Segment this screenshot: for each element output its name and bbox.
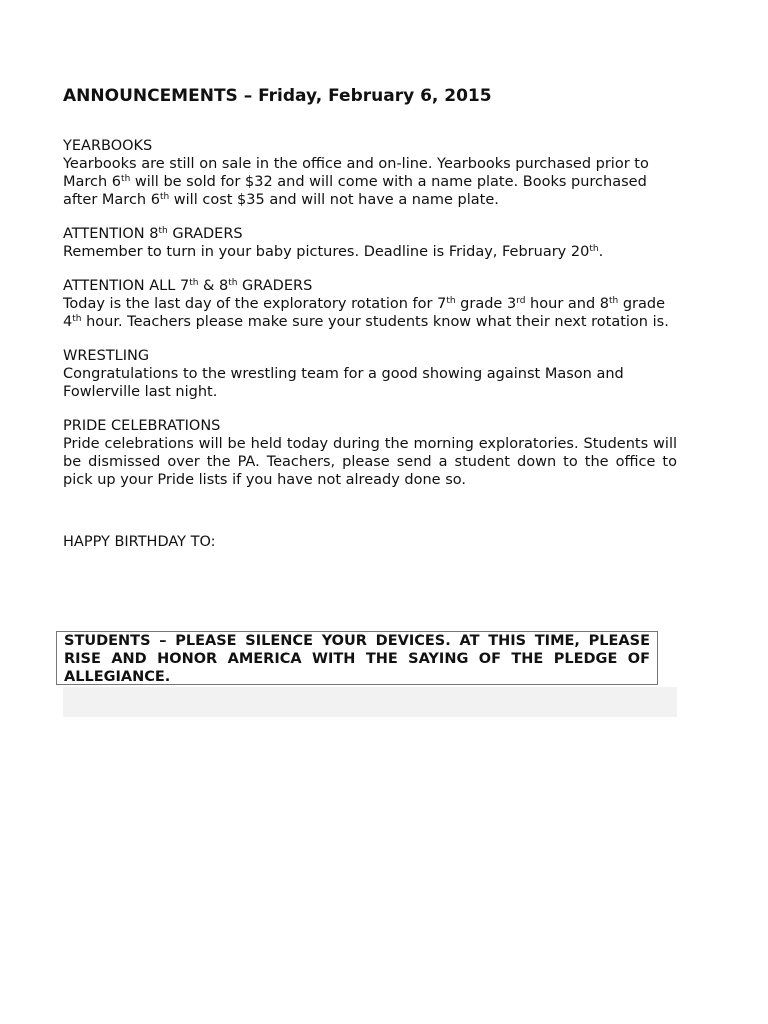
all-heading-a: ATTENTION ALL 7 xyxy=(63,278,190,294)
section-pride xyxy=(63,417,677,489)
eighth-text-1: Remember to turn in your baby pictures. Deadline is Friday, February 20 xyxy=(63,244,590,260)
section-heading-pride: PRIDE CELEBRATIONS xyxy=(63,418,221,434)
all-sup-1: th xyxy=(446,296,456,306)
all-heading-c: GRADERS xyxy=(237,278,313,294)
all-heading-sup-2: th xyxy=(228,278,238,288)
all-text-5: hour. Teachers please make sure your students know what their next rotation is. xyxy=(81,314,669,330)
eighth-sup-1: th xyxy=(589,244,599,254)
yearbooks-text-1: Yearbooks are still on sale in the office and on-line. Yearbooks purchased prior to March 6 xyxy=(63,156,649,190)
pledge-notice-box xyxy=(56,631,658,685)
all-sup-3: th xyxy=(609,296,619,306)
eighth-heading-b: GRADERS xyxy=(167,226,243,242)
section-heading-wrestling: WRESTLING xyxy=(63,348,150,364)
all-heading-b: & 8 xyxy=(198,278,229,294)
section-heading-eighth-graders xyxy=(63,225,677,243)
section-heading-all-graders xyxy=(63,277,677,295)
section-body-yearbooks xyxy=(63,155,677,209)
section-body-wrestling: Congratulations to the wrestling team for a good showing against Mason and Fowlerville last night. xyxy=(63,366,624,400)
all-sup-4: th xyxy=(72,314,82,324)
section-body-all-graders xyxy=(63,295,677,331)
section-all-graders xyxy=(63,277,677,331)
section-body-pride: Pride celebrations will be held today during the morning exploratories. Students will be dismissed over the PA. Teachers, please send a student down to the office to pick up your Pride lists if you have not already done so. xyxy=(63,436,677,488)
all-sup-2: rd xyxy=(516,296,526,306)
eighth-heading-sup: th xyxy=(158,226,168,236)
yearbooks-sup-1: th xyxy=(121,174,131,184)
eighth-text-2: . xyxy=(598,244,604,260)
birthday-heading: HAPPY BIRTHDAY TO: xyxy=(63,534,216,550)
section-wrestling xyxy=(63,347,677,401)
all-text-1: Today is the last day of the exploratory rotation for 7 xyxy=(63,296,447,312)
yearbooks-text-2: will be sold for $32 and will come with a name plate. Books purchased after March 6 xyxy=(63,174,647,208)
section-heading-yearbooks: YEARBOOKS xyxy=(63,138,153,154)
yearbooks-text-3: will cost $35 and will not have a name plate. xyxy=(169,192,499,208)
shaded-table-row xyxy=(63,687,677,717)
page-title: ANNOUNCEMENTS – Friday, February 6, 2015 xyxy=(63,86,492,106)
yearbooks-sup-2: th xyxy=(159,192,170,202)
section-yearbooks xyxy=(63,137,677,209)
pledge-notice-text: STUDENTS – PLEASE SILENCE YOUR DEVICES. AT THIS TIME, PLEASE RISE AND HONOR AMERICA WITH THE SAYING OF THE PLEDGE OF ALLEGIANCE. xyxy=(64,633,650,685)
eighth-heading-a: ATTENTION 8 xyxy=(63,226,159,242)
all-text-3: hour and 8 xyxy=(525,296,609,312)
all-text-4: grade 4 xyxy=(63,296,666,330)
all-text-2: grade 3 xyxy=(455,296,517,312)
section-body-eighth-graders xyxy=(63,243,677,261)
all-heading-sup-1: th xyxy=(189,278,199,288)
section-eighth-graders xyxy=(63,225,677,261)
announcement-page xyxy=(63,84,677,551)
